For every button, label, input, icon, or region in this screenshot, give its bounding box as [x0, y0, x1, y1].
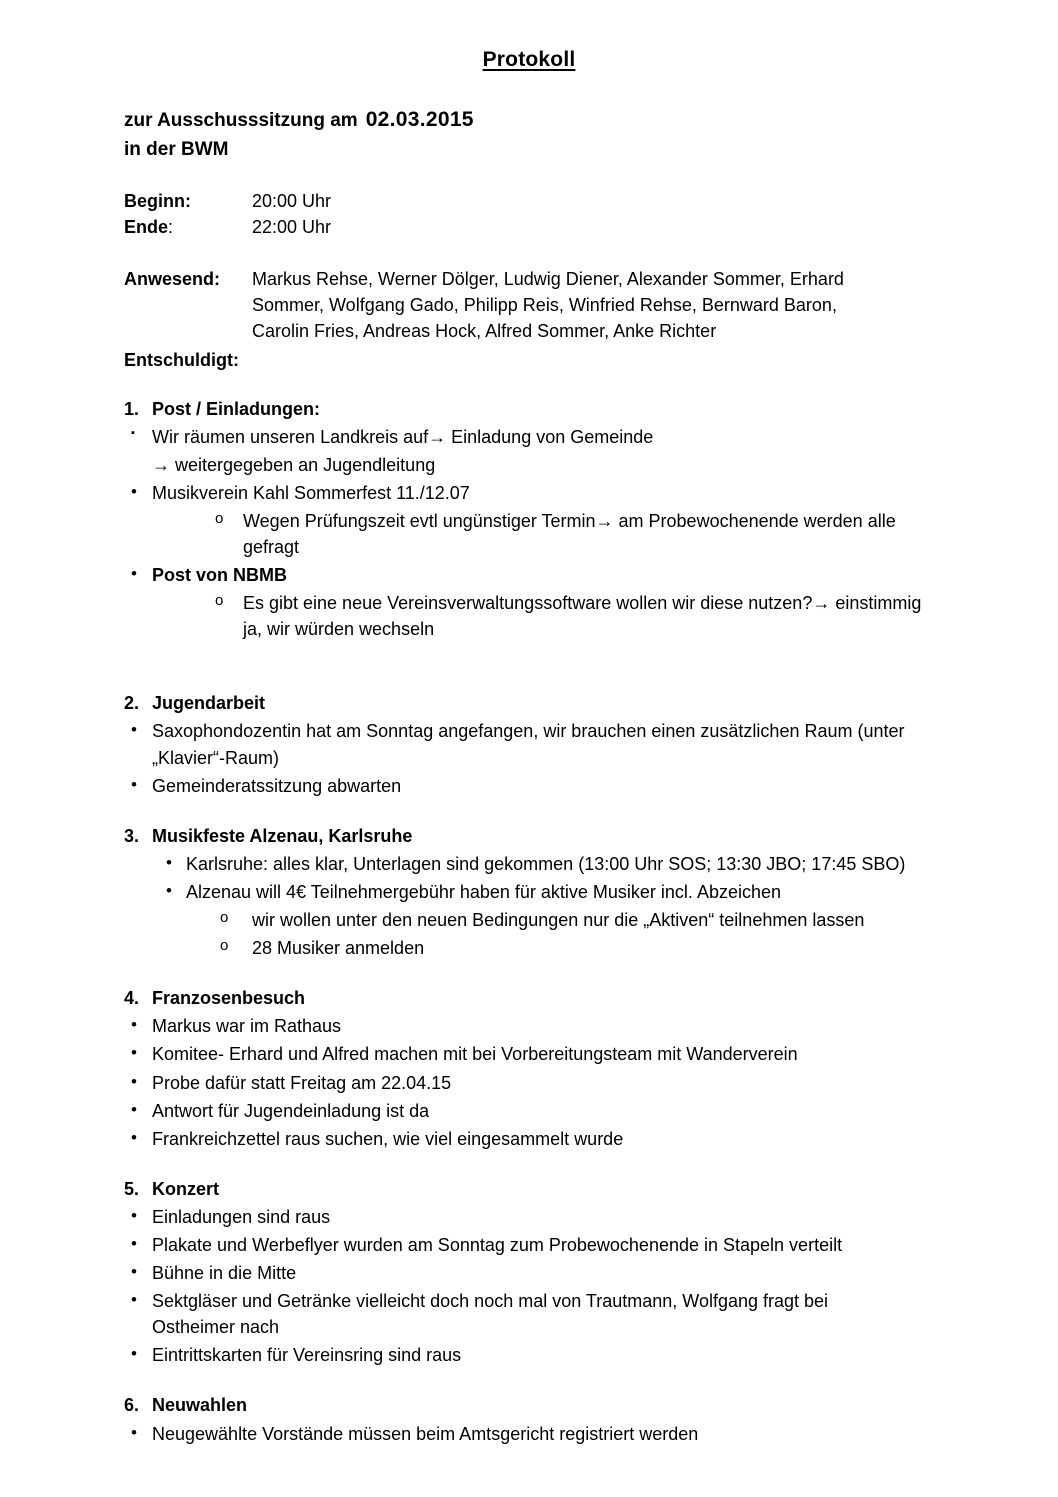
attendees-row	[124, 266, 958, 344]
dot-bullet-icon: •	[131, 1127, 137, 1147]
end-label	[124, 215, 252, 241]
list-item-text: Markus war im Rathaus	[152, 1016, 342, 1037]
list-item-text: Post von NBMB	[152, 565, 287, 586]
section-title: Jugendarbeit	[152, 693, 266, 714]
section-title: Post / Einladungen:	[152, 398, 321, 419]
section-items	[0, 1204, 1058, 1369]
section-items	[0, 718, 1058, 798]
meeting-location: in der BWM	[124, 138, 229, 160]
list-item	[0, 879, 1058, 905]
page-title: Protokoll	[482, 48, 576, 71]
list-item-text: Wir räumen unseren Landkreis auf→ Einladung von Gemeinde	[152, 426, 654, 447]
list-item-text: Probe dafür statt Freitag am 22.04.15	[152, 1072, 452, 1093]
section-gap	[0, 801, 1058, 823]
list-item	[0, 718, 1058, 770]
list-item	[0, 1070, 1058, 1096]
meeting-times	[124, 189, 958, 240]
list-item-text: Alzenau will 4€ Teilnehmergebühr haben für aktive Musiker incl. Abzeichen	[186, 881, 782, 902]
list-item	[0, 935, 1058, 961]
section-items	[0, 1013, 1058, 1151]
dot-bullet-icon: •	[131, 774, 137, 794]
list-item	[0, 1342, 1058, 1368]
list-item-text: Antwort für Jugendeinladung ist da	[152, 1100, 430, 1121]
list-item	[0, 773, 1058, 799]
list-item	[0, 1013, 1058, 1039]
agenda-sections	[0, 396, 1058, 1447]
list-item	[0, 1204, 1058, 1230]
agenda-section-4	[0, 985, 1058, 1152]
begin-time-row	[124, 189, 958, 215]
agenda-section-6	[0, 1392, 1058, 1446]
meeting-subtitle-prefix: zur Ausschusssitzung am	[124, 110, 358, 132]
dot-bullet-icon: •	[131, 1422, 137, 1442]
list-item	[0, 480, 1058, 506]
list-item	[0, 1098, 1058, 1124]
excused-label: Entschuldigt:	[124, 350, 239, 371]
agenda-section-5	[0, 1176, 1058, 1369]
agenda-section-3	[0, 823, 1058, 961]
section-items	[0, 851, 1058, 961]
dot-bullet-icon: •	[131, 1262, 137, 1282]
circle-bullet-icon: o	[220, 937, 229, 955]
dot-bullet-icon: •	[131, 1015, 137, 1035]
section-number: 4.	[124, 988, 140, 1009]
section-gap	[0, 1154, 1058, 1176]
section-number: 2.	[124, 693, 140, 714]
section-heading	[0, 823, 1058, 849]
section-number: 5.	[124, 1178, 140, 1199]
list-item-text: Karlsruhe: alles klar, Unterlagen sind gekommen (13:00 Uhr SOS; 13:30 JBO; 17:45 SBO)	[186, 853, 906, 874]
end-time-row	[124, 215, 958, 241]
meeting-meta-block	[0, 105, 1058, 373]
section-heading	[0, 985, 1058, 1011]
square-bullet-icon: ▪	[131, 426, 135, 439]
no-bullet-spacer	[131, 452, 152, 478]
list-item	[0, 590, 1058, 642]
list-item	[0, 851, 1058, 877]
circle-bullet-icon: o	[220, 909, 229, 927]
list-item-text: Gemeinderatssitzung abwarten	[152, 775, 402, 796]
section-title: Musikfeste Alzenau, Karlsruhe	[152, 825, 413, 846]
section-items	[0, 424, 1058, 643]
attendees-label: Anwesend:	[124, 269, 221, 290]
end-value: 22:00 Uhr	[252, 216, 332, 237]
section-items	[0, 1421, 1058, 1447]
list-item-text: Musikverein Kahl Sommerfest 11./12.07	[152, 482, 470, 503]
list-item	[0, 424, 1058, 450]
dot-bullet-icon: •	[131, 1205, 137, 1225]
section-heading	[0, 396, 1058, 422]
circle-bullet-icon: o	[215, 509, 224, 527]
list-item	[0, 508, 1058, 560]
list-item-text: Es gibt eine neue Vereinsverwaltungssoftware wollen wir diese nutzen?→ einstimmig ja, wir würden wechseln	[243, 593, 922, 640]
section-title: Konzert	[152, 1178, 219, 1199]
dot-bullet-icon: •	[131, 1344, 137, 1364]
section-gap	[0, 644, 1058, 690]
dot-bullet-icon: •	[131, 1043, 137, 1063]
list-item-text: Eintrittskarten für Vereinsring sind raus	[152, 1345, 462, 1366]
section-heading	[0, 1176, 1058, 1202]
end-label-colon: :	[168, 216, 174, 237]
dot-bullet-icon: •	[131, 1290, 137, 1310]
list-item-text: Sektgläser und Getränke vielleicht doch noch mal von Trautmann, Wolfgang fragt bei Ostheimer nach	[152, 1291, 829, 1338]
list-item	[0, 452, 1058, 478]
list-item-text: wir wollen unter den neuen Bedingungen nur die „Aktiven“ teilnehmen lassen	[252, 910, 865, 931]
list-item-text: Komitee- Erhard und Alfred machen mit bei Vorbereitungsteam mit Wanderverein	[152, 1044, 798, 1065]
list-item-text: Frankreichzettel raus suchen, wie viel eingesammelt wurde	[152, 1128, 624, 1149]
dot-bullet-icon: •	[166, 880, 172, 900]
section-number: 6.	[124, 1395, 140, 1416]
end-label-text: Ende	[124, 216, 169, 237]
list-item	[0, 1288, 1058, 1340]
section-title: Franzosenbesuch	[152, 988, 306, 1009]
list-item-text: Bühne in die Mitte	[152, 1263, 297, 1284]
list-item-text: Plakate und Werbeflyer wurden am Sonntag zum Probewochenende in Stapeln verteilt	[152, 1234, 843, 1255]
section-title: Neuwahlen	[152, 1395, 248, 1416]
list-item	[0, 1260, 1058, 1286]
section-gap	[0, 963, 1058, 985]
attendees-list: Markus Rehse, Werner Dölger, Ludwig Diener, Alexander Sommer, Erhard Sommer, Wolfgang Gado, Philipp Reis, Winfried Rehse, Bernward Baron, Carolin Fries, Andreas Hock, Alfred Sommer, Anke Richter	[252, 269, 844, 342]
list-item	[0, 1126, 1058, 1152]
dot-bullet-icon: •	[131, 481, 137, 501]
list-item	[0, 1041, 1058, 1067]
begin-label: Beginn:	[124, 191, 191, 212]
list-item-text: 28 Musiker anmelden	[252, 938, 425, 959]
list-item-text: → weitergegeben an Jugendleitung	[152, 454, 436, 475]
list-item	[0, 1421, 1058, 1447]
dot-bullet-icon: •	[131, 720, 137, 740]
meeting-date: 02.03.2015	[365, 108, 474, 132]
section-gap	[0, 1370, 1058, 1392]
list-item	[0, 562, 1058, 588]
section-heading	[0, 1392, 1058, 1418]
dot-bullet-icon: •	[166, 852, 172, 872]
circle-bullet-icon: o	[215, 592, 224, 610]
dot-bullet-icon: •	[131, 1233, 137, 1253]
list-item-text: Einladungen sind raus	[152, 1206, 331, 1227]
agenda-section-2	[0, 690, 1058, 798]
section-number: 3.	[124, 825, 140, 846]
list-item-text: Wegen Prüfungszeit evtl ungünstiger Termin→ am Probewochenende werden alle gefragt	[243, 510, 896, 558]
list-item	[0, 907, 1058, 933]
section-number: 1.	[124, 398, 140, 419]
dot-bullet-icon: •	[131, 1099, 137, 1119]
agenda-section-1	[0, 396, 1058, 643]
begin-value: 20:00 Uhr	[252, 191, 332, 212]
dot-bullet-icon: •	[131, 1071, 137, 1091]
dot-bullet-icon: •	[131, 564, 137, 584]
meeting-subtitle	[124, 105, 958, 135]
list-item-text: Neugewählte Vorstände müssen beim Amtsgericht registriert werden	[152, 1423, 699, 1444]
section-heading	[0, 690, 1058, 716]
list-item	[0, 1232, 1058, 1258]
list-item-text: Saxophondozentin hat am Sonntag angefangen, wir brauchen einen zusätzlichen Raum (unter „Klavier“-Raum)	[152, 721, 905, 768]
